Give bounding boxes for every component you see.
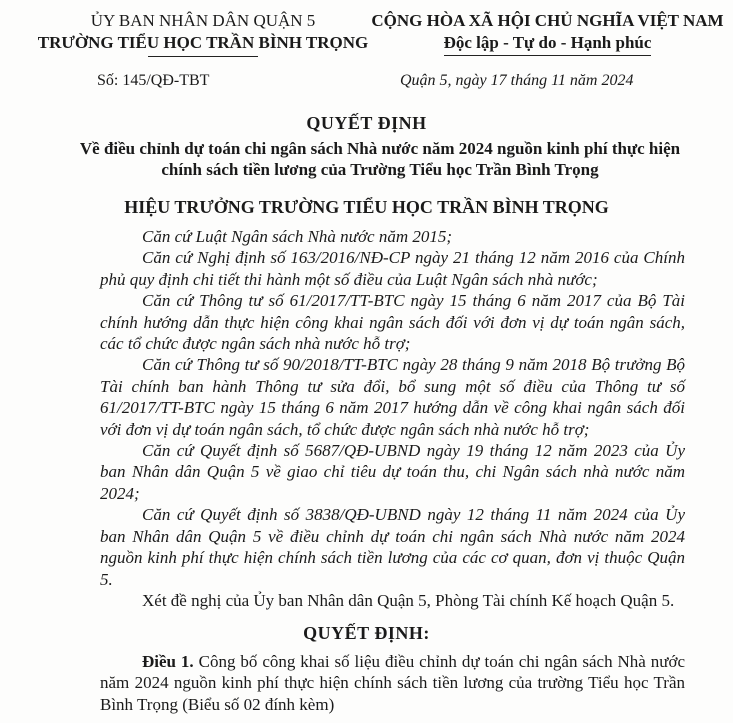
document-dateline: Quận 5, ngày 17 tháng 11 năm 2024 xyxy=(400,72,634,89)
issuer-org: ỦY BAN NHÂN DÂN QUẬN 5 xyxy=(90,11,316,30)
issuer-school: TRƯỜNG TIỂU HỌC TRẦN BÌNH TRỌNG xyxy=(37,33,369,52)
article-1-text: Công bố công khai số liệu điều chỉnh dự toán chi ngân sách Nhà nước năm 2024 nguồn kinh phí thực hiện chính sách tiền lương của trường Tiểu học Trần Bình Trọng (Biểu số 02 đính kèm) xyxy=(100,652,686,714)
legal-basis: Căn cứ Thông tư số 90/2018/TT-BTC ngày 28 tháng 9 năm 2018 Bộ trưởng Bộ Tài chính ban hành Thông tư sửa đổi, bổ sung một số điều của Thông tư số 61/2017/TT-BTC ngày 15 tháng 6 năm 2017 hướng dẫn về công khai ngân sách đối với đơn vị dự toán ngân sách, tổ chức được ngân sách nhà nước hỗ trợ; xyxy=(100,355,685,439)
legal-basis: Căn cứ Thông tư số 61/2017/TT-BTC ngày 15 tháng 6 năm 2017 của Bộ Tài chính hướng dẫn thực hiện công khai ngân sách đối với đơn vị dự toán ngân sách, các tổ chức được ngân sách nhà nước hỗ trợ; xyxy=(100,291,685,354)
document-number: Số: 145/QĐ-TBT xyxy=(97,72,210,89)
decision-heading: QUYẾT ĐỊNH: xyxy=(303,623,430,643)
article-1 xyxy=(100,651,685,715)
legal-bases xyxy=(100,226,685,611)
article-1-label: Điều 1. xyxy=(142,652,194,671)
issuing-authority: HIỆU TRƯỞNG TRƯỜNG TIỂU HỌC TRẦN BÌNH TRỌNG xyxy=(124,197,609,217)
legal-basis: Căn cứ Luật Ngân sách Nhà nước năm 2015; xyxy=(142,227,453,246)
legal-basis: Căn cứ Quyết định số 5687/QĐ-UBND ngày 19 tháng 12 năm 2023 của Ủy ban Nhân dân Quận 5 về giao chỉ tiêu dự toán thu, chi Ngân sách nhà nước năm 2024; xyxy=(100,441,685,503)
issuer-header xyxy=(28,10,378,57)
nation-name: CỘNG HÒA XÃ HỘI CHỦ NGHĨA VIỆT NAM xyxy=(371,11,724,30)
legal-basis: Căn cứ Quyết định số 3838/QĐ-UBND ngày 12 tháng 11 năm 2024 của Ủy ban Nhân dân Quận 5 về điều chỉnh dự toán chi ngân sách Nhà nước năm 2024 nguồn kinh phí thực hiện chính sách tiền lương của các cơ quan, đơn vị thuộc Quận 5. xyxy=(100,505,685,589)
document-subtitle: Về điều chỉnh dự toán chi ngân sách Nhà nước năm 2024 nguồn kinh phí thực hiện chính sách tiền lương của Trường Tiểu học Trần Bình Trọng xyxy=(79,139,681,179)
document-title: QUYẾT ĐỊNH xyxy=(306,113,427,133)
legal-basis: Căn cứ Nghị định số 163/2016/NĐ-CP ngày 21 tháng 12 năm 2016 của Chính phủ quy định chi tiết thi hành một số điều của Luật Ngân sách nhà nước; xyxy=(100,248,685,289)
issuer-underline xyxy=(148,56,258,57)
nation-motto: Độc lập - Tự do - Hạnh phúc xyxy=(444,32,652,56)
proposal-paragraph: Xét đề nghị của Ủy ban Nhân dân Quận 5, Phòng Tài chính Kế hoạch Quận 5. xyxy=(142,590,675,610)
nation-header xyxy=(370,10,725,56)
